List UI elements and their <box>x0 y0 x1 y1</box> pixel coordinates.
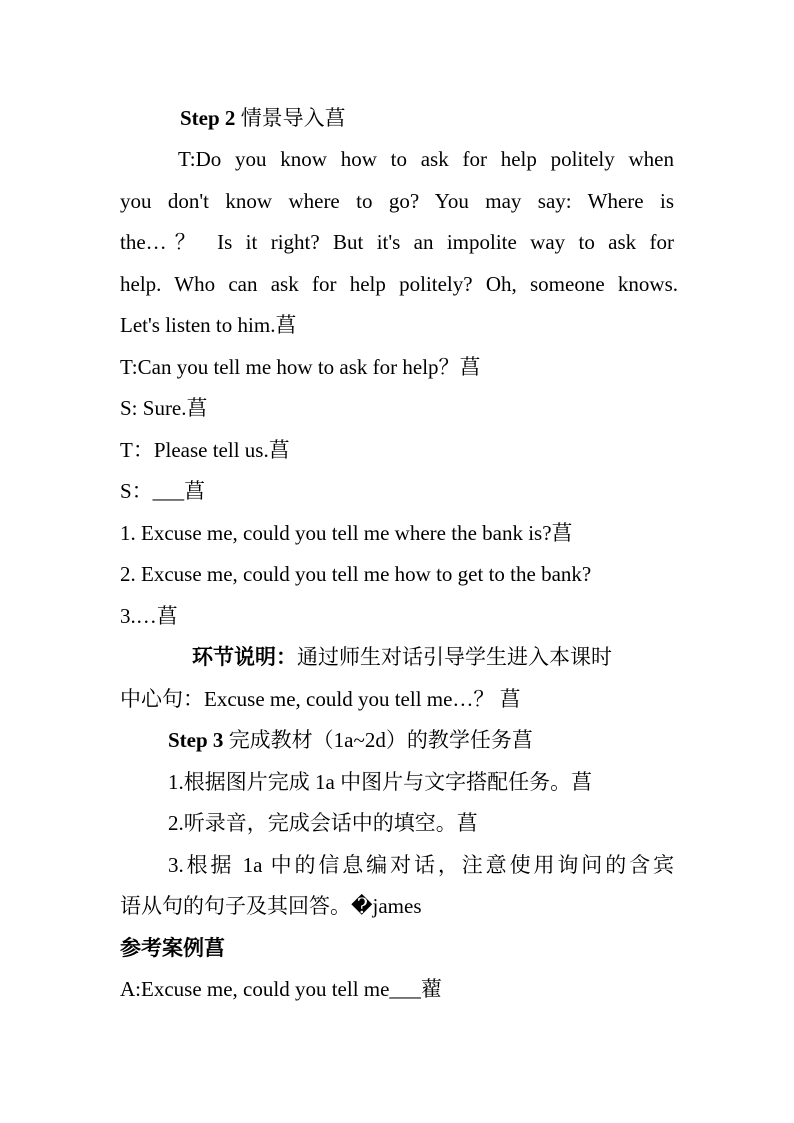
step3-title: 完成教材（1a~2d）的教学任务菖 <box>223 728 533 752</box>
dialogue-line-6: 2. Excuse me, could you tell me how to get to the bank? <box>120 562 592 586</box>
intro-line-4: help. Who can ask for help politely? Oh, someone knows. <box>120 272 678 296</box>
step2-heading <box>180 103 740 133</box>
example-title: 参考案例菖 <box>120 936 225 960</box>
intro-line-1: T:Do you know how to ask for help politely when <box>178 147 674 171</box>
dialogue-line-5: 1. Excuse me, could you tell me where the bank is?菖 <box>120 521 573 545</box>
intro-line-3: the…？ Is it right? But it's an impolite way to ask for <box>120 230 674 254</box>
note-line-2: 中心句：Excuse me, could you tell me…？ 菖 <box>120 687 521 711</box>
dialogue-line-1: T:Can you tell me how to ask for help？菖 <box>120 355 481 379</box>
dialogue-line-2: S: Sure.菖 <box>120 396 208 420</box>
dialogue-line-3: T：Please tell us.菖 <box>120 438 290 462</box>
dialogue-line-7: 3.…菖 <box>120 604 178 628</box>
dialogue-line-4: S：___菖 <box>120 479 206 503</box>
step3-task-2: 2.听录音，完成会话中的填空。菖 <box>168 811 478 835</box>
intro-line-2: you don't know where to go? You may say: Where is <box>120 189 674 213</box>
step3-task-3-cont: 语从句的句子及其回答。�james <box>120 894 422 918</box>
note-line-1 <box>192 642 752 672</box>
step3-heading <box>168 725 728 755</box>
step3-task-3: 3.根据 1a 中的信息编对话，注意使用询问的含宾 <box>168 853 674 877</box>
intro-line-5: Let's listen to him.菖 <box>120 313 297 337</box>
note-label: 环节说明： <box>192 645 297 669</box>
note-text: 通过师生对话引导学生进入本课时 <box>297 645 612 669</box>
step3-task-1: 1.根据图片完成 1a 中图片与文字搭配任务。菖 <box>168 770 593 794</box>
step3-label: Step 3 <box>168 728 224 752</box>
step2-title: 情景导入菖 <box>235 106 346 130</box>
example-line-1: A:Excuse me, could you tell me___藋 <box>120 977 442 1001</box>
step2-label: Step 2 <box>180 106 236 130</box>
